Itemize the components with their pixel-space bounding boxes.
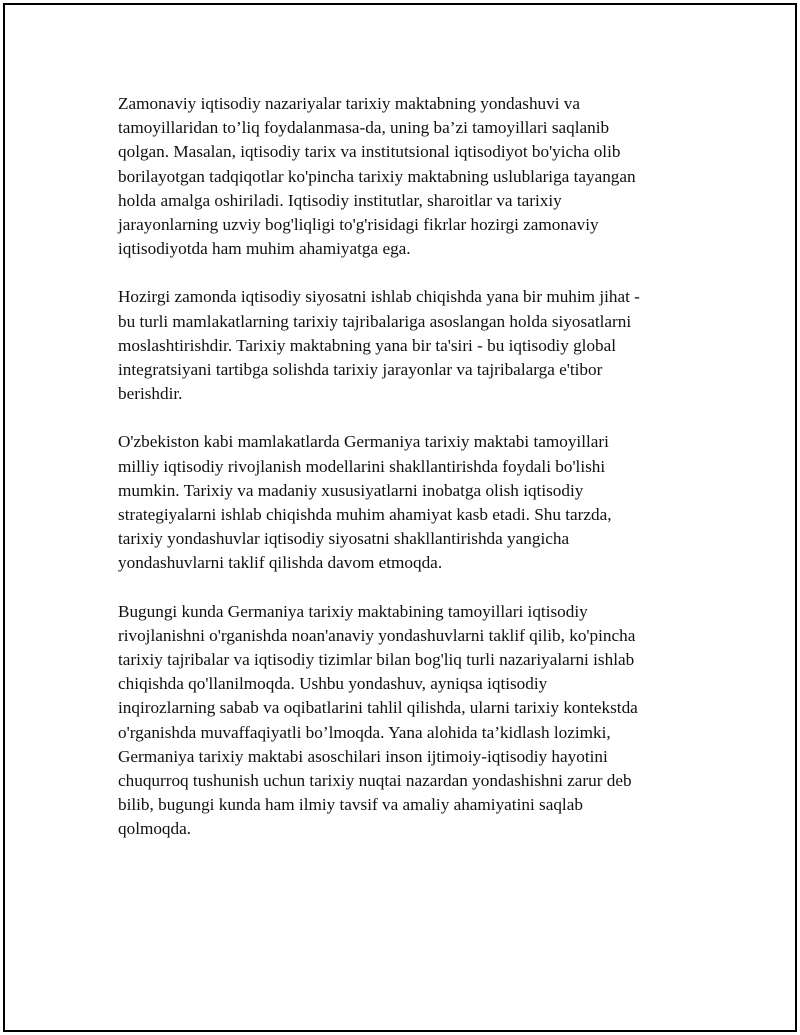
text-line: rivojlanishni o'rganishda noan'anaviy yondashuvlarni taklif qilib, ko'pincha xyxy=(118,625,636,645)
text-line: inqirozlarning sabab va oqibatlarini tahlil qilishda, ularni tarixiy kontekstda xyxy=(118,698,638,718)
text-line: tamoyillaridan to’liq foydalanmasa-da, uning ba’zi tamoyillari saqlanib xyxy=(118,118,610,138)
text-line: holda amalga oshiriladi. Iqtisodiy institutlar, sharoitlar va tarixiy xyxy=(118,190,562,210)
text-line: qolmoqda. xyxy=(118,819,192,839)
paragraph-4 xyxy=(118,600,718,842)
text-line: o'rganishda muvaffaqiyatli bo’lmoqda. Yana alohida ta’kidlash lozimki, xyxy=(118,722,611,742)
text-line: jarayonlarning uzviy bog'liqligi to'g'risidagi fikrlar hozirgi zamonaviy xyxy=(118,215,599,235)
text-line: chiqishda qo'llanilmoqda. Ushbu yondashuv, ayniqsa iqtisodiy xyxy=(118,674,548,694)
text-line: strategiyalarni ishlab chiqishda muhim ahamiyat kasb etadi. Shu tarzda, xyxy=(118,505,612,525)
text-line: chuqurroq tushunish uchun tarixiy nuqtai nazardan yondashishni zarur deb xyxy=(118,771,632,791)
text-line: Germaniya tarixiy maktabi asoschilari inson ijtimoiy-iqtisodiy hayotini xyxy=(118,746,608,766)
text-line: O'zbekiston kabi mamlakatlarda Germaniya tarixiy maktabi tamoyillari xyxy=(118,432,609,452)
paragraph-3 xyxy=(118,430,718,575)
text-line: qolgan. Masalan, iqtisodiy tarix va institutsional iqtisodiyot bo'yicha olib xyxy=(118,142,621,162)
text-line: integratsiyani tartibga solishda tarixiy jarayonlar va tajribalarga e'tibor xyxy=(118,360,603,380)
text-line: mumkin. Tarixiy va madaniy xususiyatlarni inobatga olish iqtisodiy xyxy=(118,480,584,500)
text-line: tarixiy tajribalar va iqtisodiy tizimlar bilan bog'liq turli nazariyalarni ishlab xyxy=(118,650,635,670)
paragraph-2 xyxy=(118,285,718,406)
paragraph-1 xyxy=(118,92,718,261)
text-line: iqtisodiyotda ham muhim ahamiyatga ega. xyxy=(118,239,411,259)
document-body xyxy=(118,92,718,866)
text-line: milliy iqtisodiy rivojlanish modellarini shakllantirishda foydali bo'lishi xyxy=(118,456,606,476)
text-line: Bugungi kunda Germaniya tarixiy maktabining tamoyillari iqtisodiy xyxy=(118,601,588,621)
text-line: tarixiy yondashuvlar iqtisodiy siyosatni shakllantirishda yangicha xyxy=(118,529,570,549)
text-line: bu turli mamlakatlarning tarixiy tajribalariga asoslangan holda siyosatlarni xyxy=(118,311,632,331)
text-line: borilayotgan tadqiqotlar ko'pincha tarixiy maktabning uslublariga tayangan xyxy=(118,166,636,186)
text-line: berishdir. xyxy=(118,384,183,404)
text-line: moslashtirishdir. Tarixiy maktabning yana bir ta'siri - bu iqtisodiy global xyxy=(118,335,617,355)
text-line: yondashuvlarni taklif qilishda davom etmoqda. xyxy=(118,553,443,573)
text-line: Hozirgi zamonda iqtisodiy siyosatni ishlab chiqishda yana bir muhim jihat - xyxy=(118,287,640,307)
text-line: Zamonaviy iqtisodiy nazariyalar tarixiy maktabning yondashuvi va xyxy=(118,94,581,113)
text-line: bilib, bugungi kunda ham ilmiy tavsif va amaliy ahamiyatini saqlab xyxy=(118,795,583,815)
